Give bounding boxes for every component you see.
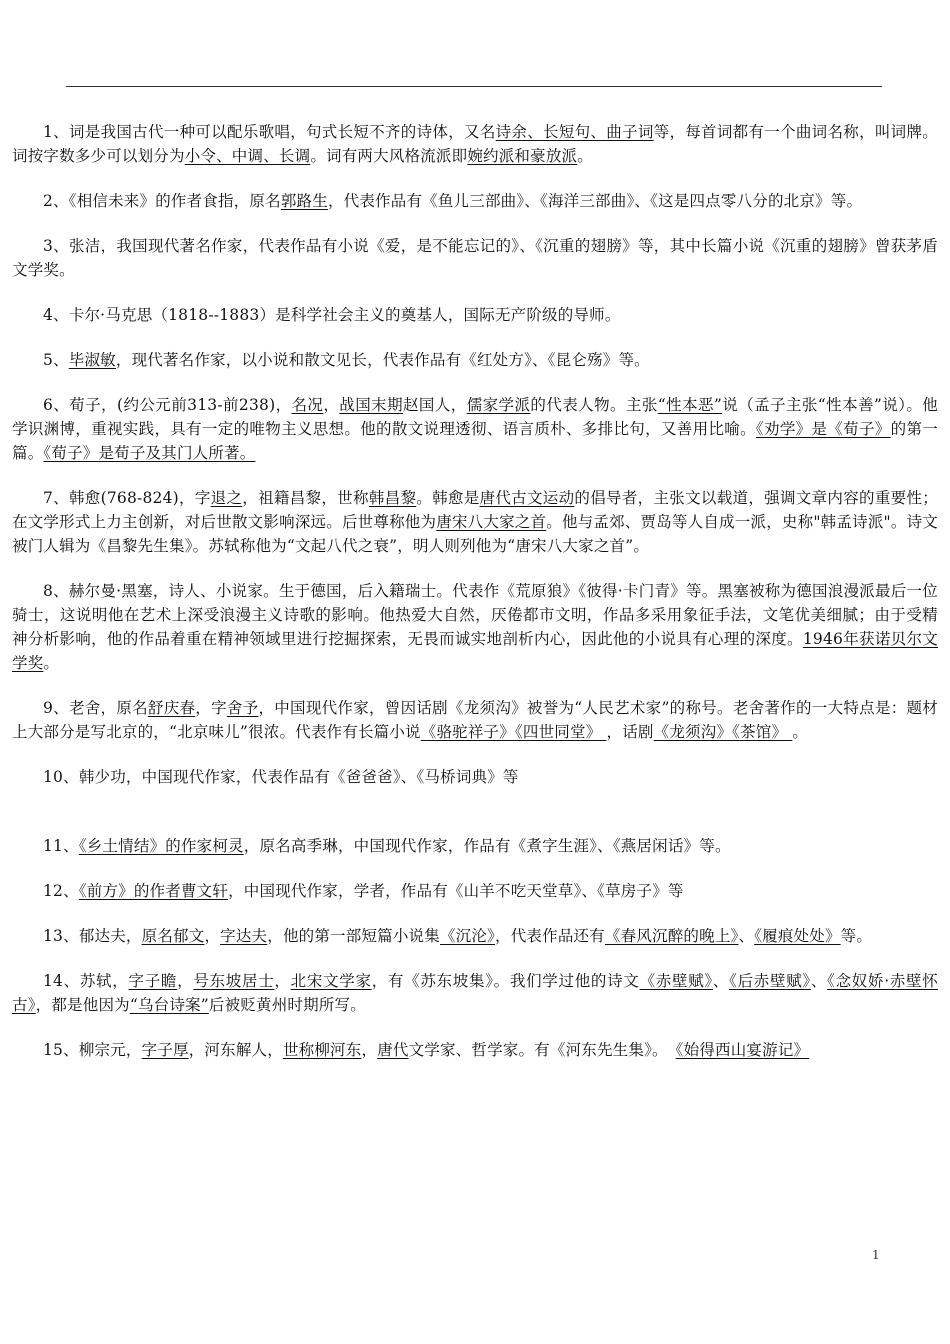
underlined-term: 小令、中调、长调 <box>184 147 311 165</box>
underlined-term: 名况 <box>291 396 324 414</box>
entry-14 <box>12 969 938 1017</box>
entry-6 <box>12 393 938 465</box>
entry-text: ，代表作品有《鱼儿三部曲》、《海洋三部曲》、《这是四点零八分的北京》等。 <box>327 192 863 210</box>
underlined-term: 儒家学派 <box>466 396 531 414</box>
entry-text: 10、韩少功，中国现代作家，代表作品有《爸爸爸》、《马桥词典》等 <box>43 768 519 786</box>
entry-text: ， <box>323 396 340 414</box>
header-rule <box>66 86 882 87</box>
entry-text: ，有《苏东坡集》。我们学过他的诗文 <box>371 972 640 990</box>
entry-10 <box>12 765 938 789</box>
entry-text: 后被贬黄州时期所写。 <box>208 996 366 1014</box>
entry-13 <box>12 924 938 948</box>
entry-text: ，河东解人， <box>188 1041 283 1059</box>
entry-text: 文学家、哲学家。有《河东先生集》。 <box>408 1041 676 1059</box>
underlined-term: 字子瞻 <box>128 972 178 990</box>
underlined-term: 《念奴娇·赤壁怀古》 <box>12 972 938 1014</box>
underlined-term: 世称柳河东 <box>282 1041 362 1059</box>
underlined-term: 《履痕处处》 <box>754 927 841 945</box>
underlined-term: 《春风沉醉的晚上》 <box>604 927 739 945</box>
underlined-term: 韩昌黎 <box>368 489 417 507</box>
entry-text: ，他的第一部短篇小说集 <box>267 927 440 945</box>
underlined-term: 《乡土情结》的作家柯灵 <box>78 837 244 855</box>
underlined-term: 《赤壁赋》 <box>639 972 713 990</box>
underlined-term: 唐代 <box>377 1041 409 1059</box>
entry-text: 的代表人物。主张 <box>530 396 658 414</box>
underlined-term: 《荀子》是荀子及其门人所著。 <box>43 444 256 462</box>
entry-11 <box>12 834 938 858</box>
entry-8 <box>12 579 938 675</box>
entry-text: 5、 <box>43 351 69 369</box>
entry-text: 、 <box>810 972 828 990</box>
entry-text: 的倡导者，主张文以载道，强调文章内容的重要性；在文学形式上力主创新，对后世散文影响深远。后世尊称他为 <box>12 489 939 531</box>
entry-text: 、 <box>738 927 755 945</box>
entry-text: 等，每首词都有一个曲词名称，叫词牌。词按字数多少可以划分为 <box>12 123 938 165</box>
entry-text: 。韩愈是 <box>416 489 480 507</box>
underlined-term: 诗余、长短句、曲子词 <box>495 123 654 141</box>
entry-text: 8、赫尔曼·黑塞，诗人、小说家。生于德国，后入籍瑞士。代表作《荒原狼》《彼得·卡门青》等。黑塞被称为德国浪漫派最后一位骑士，这说明他在艺术上深受浪漫主义诗歌的影响。他热爱大自然，厌倦都市文明，作品多采用象征手法，文笔优美细腻；由于受精神分析影响，他的作品着重在精神领域里进行挖掘探索，无畏而诚实地剖析内心，因此他的小说具有心理的深度。 <box>12 582 938 648</box>
entry-text: 14、苏轼， <box>43 972 129 990</box>
underlined-term: 《劝学》是《荀子》 <box>755 420 891 438</box>
entry-text: 12、 <box>43 882 79 900</box>
entry-2 <box>12 189 938 213</box>
entry-text: 。 <box>792 723 809 741</box>
underlined-term: 《骆驼祥子》《四世同堂》 <box>420 723 607 741</box>
underlined-term: 《龙须沟》《茶馆》 <box>653 723 793 741</box>
document-body <box>12 120 938 1083</box>
underlined-term: 唐宋八大家之首 <box>436 513 547 531</box>
underlined-term: 退之 <box>210 489 243 507</box>
underlined-term: “性本恶” <box>657 396 723 414</box>
entry-text: 11、 <box>43 837 79 855</box>
entry-text: ，现代著名作家，以小说和散文见长，代表作品有《红处方》、《昆仑殇》等。 <box>115 351 650 369</box>
entry-text: ，字 <box>195 699 227 717</box>
entry-text: 9、老舍，原名 <box>43 699 148 717</box>
underlined-term: 《始得西山宴游记》 <box>675 1041 810 1059</box>
underlined-term: 《沉沦》 <box>439 927 496 945</box>
entry-4 <box>12 303 938 327</box>
underlined-term: 毕淑敏 <box>68 351 116 369</box>
page-number: 1 <box>872 1248 880 1262</box>
entry-text: 。他与孟郊、贾岛等人自成一派，史称"韩孟诗派"。诗文被门人辑为《昌黎先生集》。苏轼称他为“文起八代之衰”，明人则列他为“唐宋八大家之首”。 <box>12 513 938 555</box>
entry-text: ，原名高季琳，中国现代作家，作品有《煮字生涯》、《燕居闲话》等。 <box>243 837 731 855</box>
underlined-term: 1946年获诺贝尔文学奖 <box>12 630 938 672</box>
entry-text: ， <box>177 972 194 990</box>
entry-9 <box>12 696 938 744</box>
entry-text: 6、荀子，(约公元前313-前238)， <box>43 396 292 414</box>
entry-text: ，话剧 <box>606 723 654 741</box>
entry-text: ， <box>204 927 221 945</box>
entry-text: ，中国现代作家，曾因话剧《龙须沟》被誉为“人民艺术家”的称号。老舍著作的一大特点是：题材上大部分是写北京的，“北京味儿”很浓。代表作有长篇小说 <box>12 699 939 741</box>
entry-text: ， <box>274 972 291 990</box>
underlined-term: 战国末期 <box>339 396 403 414</box>
underlined-term: 婉约派和豪放派 <box>467 147 578 165</box>
entry-text: 3、张洁，我国现代著名作家，代表作品有小说《爱，是不能忘记的》、《沉重的翅膀》等，其中长篇小说《沉重的翅膀》曾获茅盾文学奖。 <box>12 237 938 279</box>
entry-15 <box>12 1038 938 1062</box>
underlined-term: 舍予 <box>226 699 259 717</box>
underlined-term: 唐代古文运动 <box>479 489 575 507</box>
entry-text: ，中国现代作家，学者，作品有《山羊不吃天堂草》、《草房子》等 <box>228 882 684 900</box>
entry-5 <box>12 348 938 372</box>
entry-text: 1、词是我国古代一种可以配乐歌唱，句式长短不齐的诗体，又名 <box>43 123 496 141</box>
underlined-term: 字子厚 <box>141 1041 189 1059</box>
underlined-term: 郭路生 <box>280 192 328 210</box>
underlined-term: 《后赤壁赋》 <box>729 972 811 990</box>
entry-text: 7、韩愈(768-824)，字 <box>43 489 211 507</box>
entry-7 <box>12 486 938 558</box>
entry-text: 。词有两大风格流派即 <box>310 147 468 165</box>
entry-text: ，祖籍昌黎，世称 <box>242 489 369 507</box>
underlined-term: 北宋文学家 <box>290 972 372 990</box>
entry-text: ，都是他因为 <box>35 996 130 1014</box>
underlined-term: 舒庆春 <box>147 699 196 717</box>
entry-12 <box>12 879 938 903</box>
entry-text: 等。 <box>840 927 873 945</box>
underlined-term: 号东坡居士 <box>193 972 275 990</box>
entry-text: 说（孟子主张“性本善”说）。他学识渊博，重视实践，具有一定的唯物主义思想。他的散文说理透彻、语言质朴、多排比句，又善用比喻。 <box>12 396 938 438</box>
spacer <box>12 810 938 834</box>
entry-text: 赵国人， <box>403 396 467 414</box>
entry-text: 15、柳宗元， <box>43 1041 142 1059</box>
entry-1 <box>12 120 938 168</box>
entry-text: 的第一篇。 <box>12 420 938 462</box>
underlined-term: 《前方》的作者曹文轩 <box>78 882 229 900</box>
underlined-term: 字达夫 <box>220 927 268 945</box>
entry-text: 。 <box>577 147 593 165</box>
entry-text: 、 <box>712 972 730 990</box>
entry-text: 4、卡尔·马克思（1818--1883）是科学社会主义的奠基人，国际无产阶级的导师。 <box>43 306 621 324</box>
entry-text: 。 <box>43 654 60 672</box>
entry-text: ，代表作品还有 <box>495 927 605 945</box>
entry-text: 2、《相信未来》的作者食指，原名 <box>43 192 281 210</box>
underlined-term: “乌台诗案” <box>129 996 209 1014</box>
entry-3 <box>12 234 938 282</box>
underlined-term: 原名郁文 <box>141 927 205 945</box>
entry-text: ， <box>361 1041 378 1059</box>
entry-text: 13、郁达夫， <box>43 927 142 945</box>
